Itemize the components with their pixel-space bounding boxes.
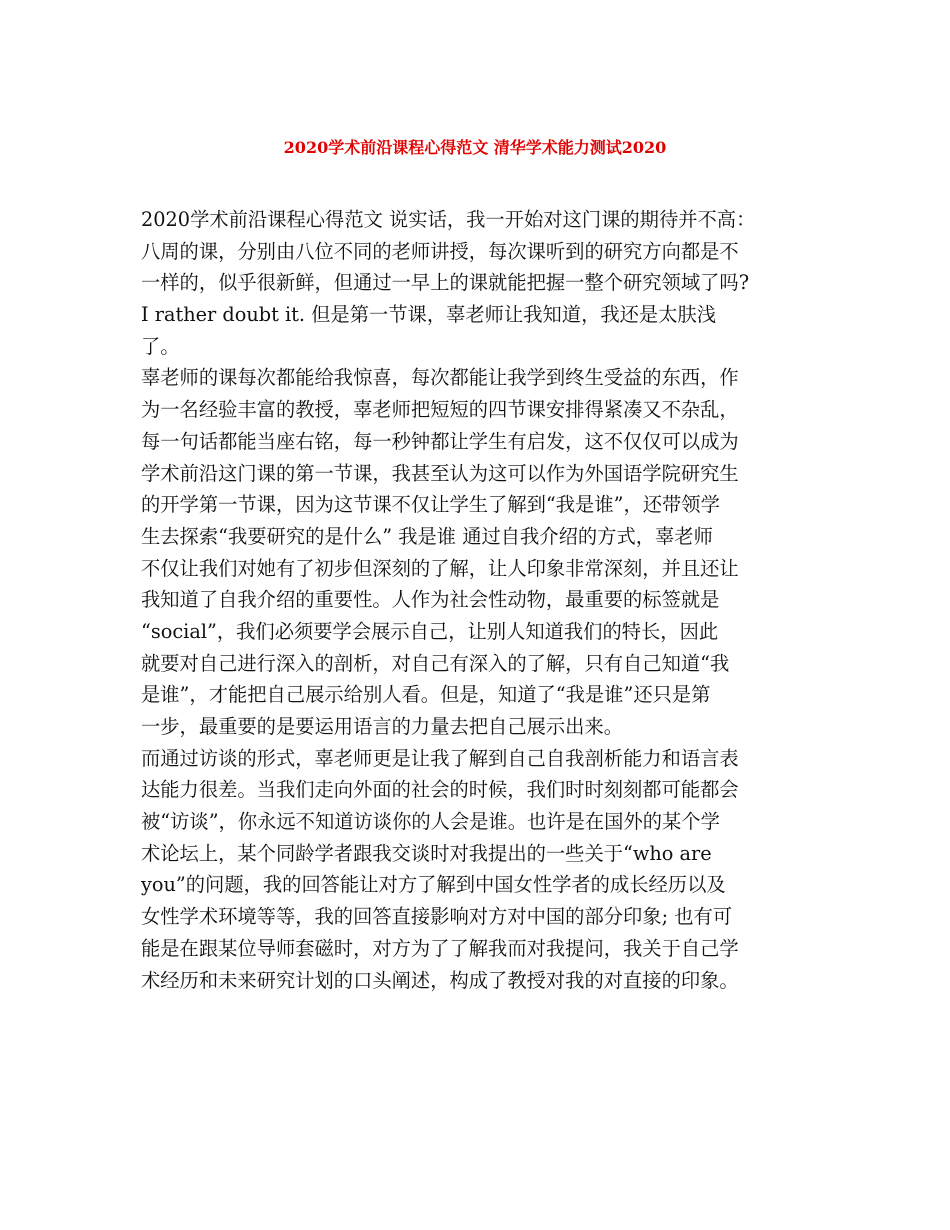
text-line: I rather doubt it. 但是第一节课，辜老师让我知道，我还是太肤浅 xyxy=(141,303,717,327)
text-line: 不仅让我们对她有了初步但深刻的了解，让人印象非常深刻，并且还让 xyxy=(141,556,739,580)
text-line: 学术前沿这门课的第一节课，我甚至认为这可以作为外国语学院研究生 xyxy=(141,461,739,485)
text-line: 术经历和未来研究计划的口头阐述，构成了教授对我的对直接的印象。 xyxy=(141,968,739,992)
text-line: 被“访谈”，你永远不知道访谈你的人会是谁。也许是在国外的某个学 xyxy=(141,810,720,834)
text-line: 一步，最重要的是要运用语言的力量去把自己展示出来。 xyxy=(141,715,624,738)
text-line: 生去探索“我要研究的是什么” 我是谁 通过自我介绍的方式，辜老师 xyxy=(141,524,713,548)
text-line: 八周的课，分别由八位不同的老师讲授，每次课听到的研究方向都是不 xyxy=(141,239,739,263)
document-title: 2020学术前沿课程心得范文 清华学术能力测试2020 xyxy=(283,138,667,157)
text-line: 就要对自己进行深入的剖析，对自己有深入的了解，只有自己知道“我 xyxy=(141,651,730,675)
text-line: you”的问题，我的回答能让对方了解到中国女性学者的成长经历以及 xyxy=(141,873,726,897)
text-line: “social”，我们必须要学会展示自己，让别人知道我们的特长，因此 xyxy=(141,619,719,643)
text-line: 女性学术环境等等，我的回答直接影响对方对中国的部分印象; 也有可 xyxy=(141,905,733,929)
text-line: 术论坛上，某个同龄学者跟我交谈时对我提出的一些关于“who are xyxy=(141,841,712,865)
document-body xyxy=(141,204,821,996)
text-line: 2020学术前沿课程心得范文 说实话，我一开始对这门课的期待并不高： xyxy=(141,208,756,231)
text-line: 是谁”，才能把自己展示给别人看。但是，知道了“我是谁”还只是第 xyxy=(141,683,711,707)
text-line: 一样的，似乎很新鲜，但通过一早上的课就能把握一整个研究领域了吗? xyxy=(141,271,750,295)
text-line: 为一名经验丰富的教授，辜老师把短短的四节课安排得紧凑又不杂乱， xyxy=(141,398,739,422)
text-line: 辜老师的课每次都能给我惊喜，每次都能让我学到终生受益的东西，作 xyxy=(141,366,739,390)
text-line: 每一句话都能当座右铭，每一秒钟都让学生有启发，这不仅仅可以成为 xyxy=(141,429,739,453)
text-line: 我知道了自我介绍的重要性。人作为社会性动物，最重要的标签就是 xyxy=(141,588,720,612)
text-line: 达能力很差。当我们走向外面的社会的时候，我们时时刻刻都可能都会 xyxy=(141,778,739,802)
text-line: 了。 xyxy=(141,334,180,358)
text-line: 的开学第一节课，因为这节课不仅让学生了解到“我是谁”，还带领学 xyxy=(141,493,720,517)
text-line: 而通过访谈的形式，辜老师更是让我了解到自己自我剖析能力和语言表 xyxy=(141,746,739,770)
text-line: 能是在跟某位导师套磁时，对方为了了解我而对我提问，我关于自己学 xyxy=(141,936,739,960)
